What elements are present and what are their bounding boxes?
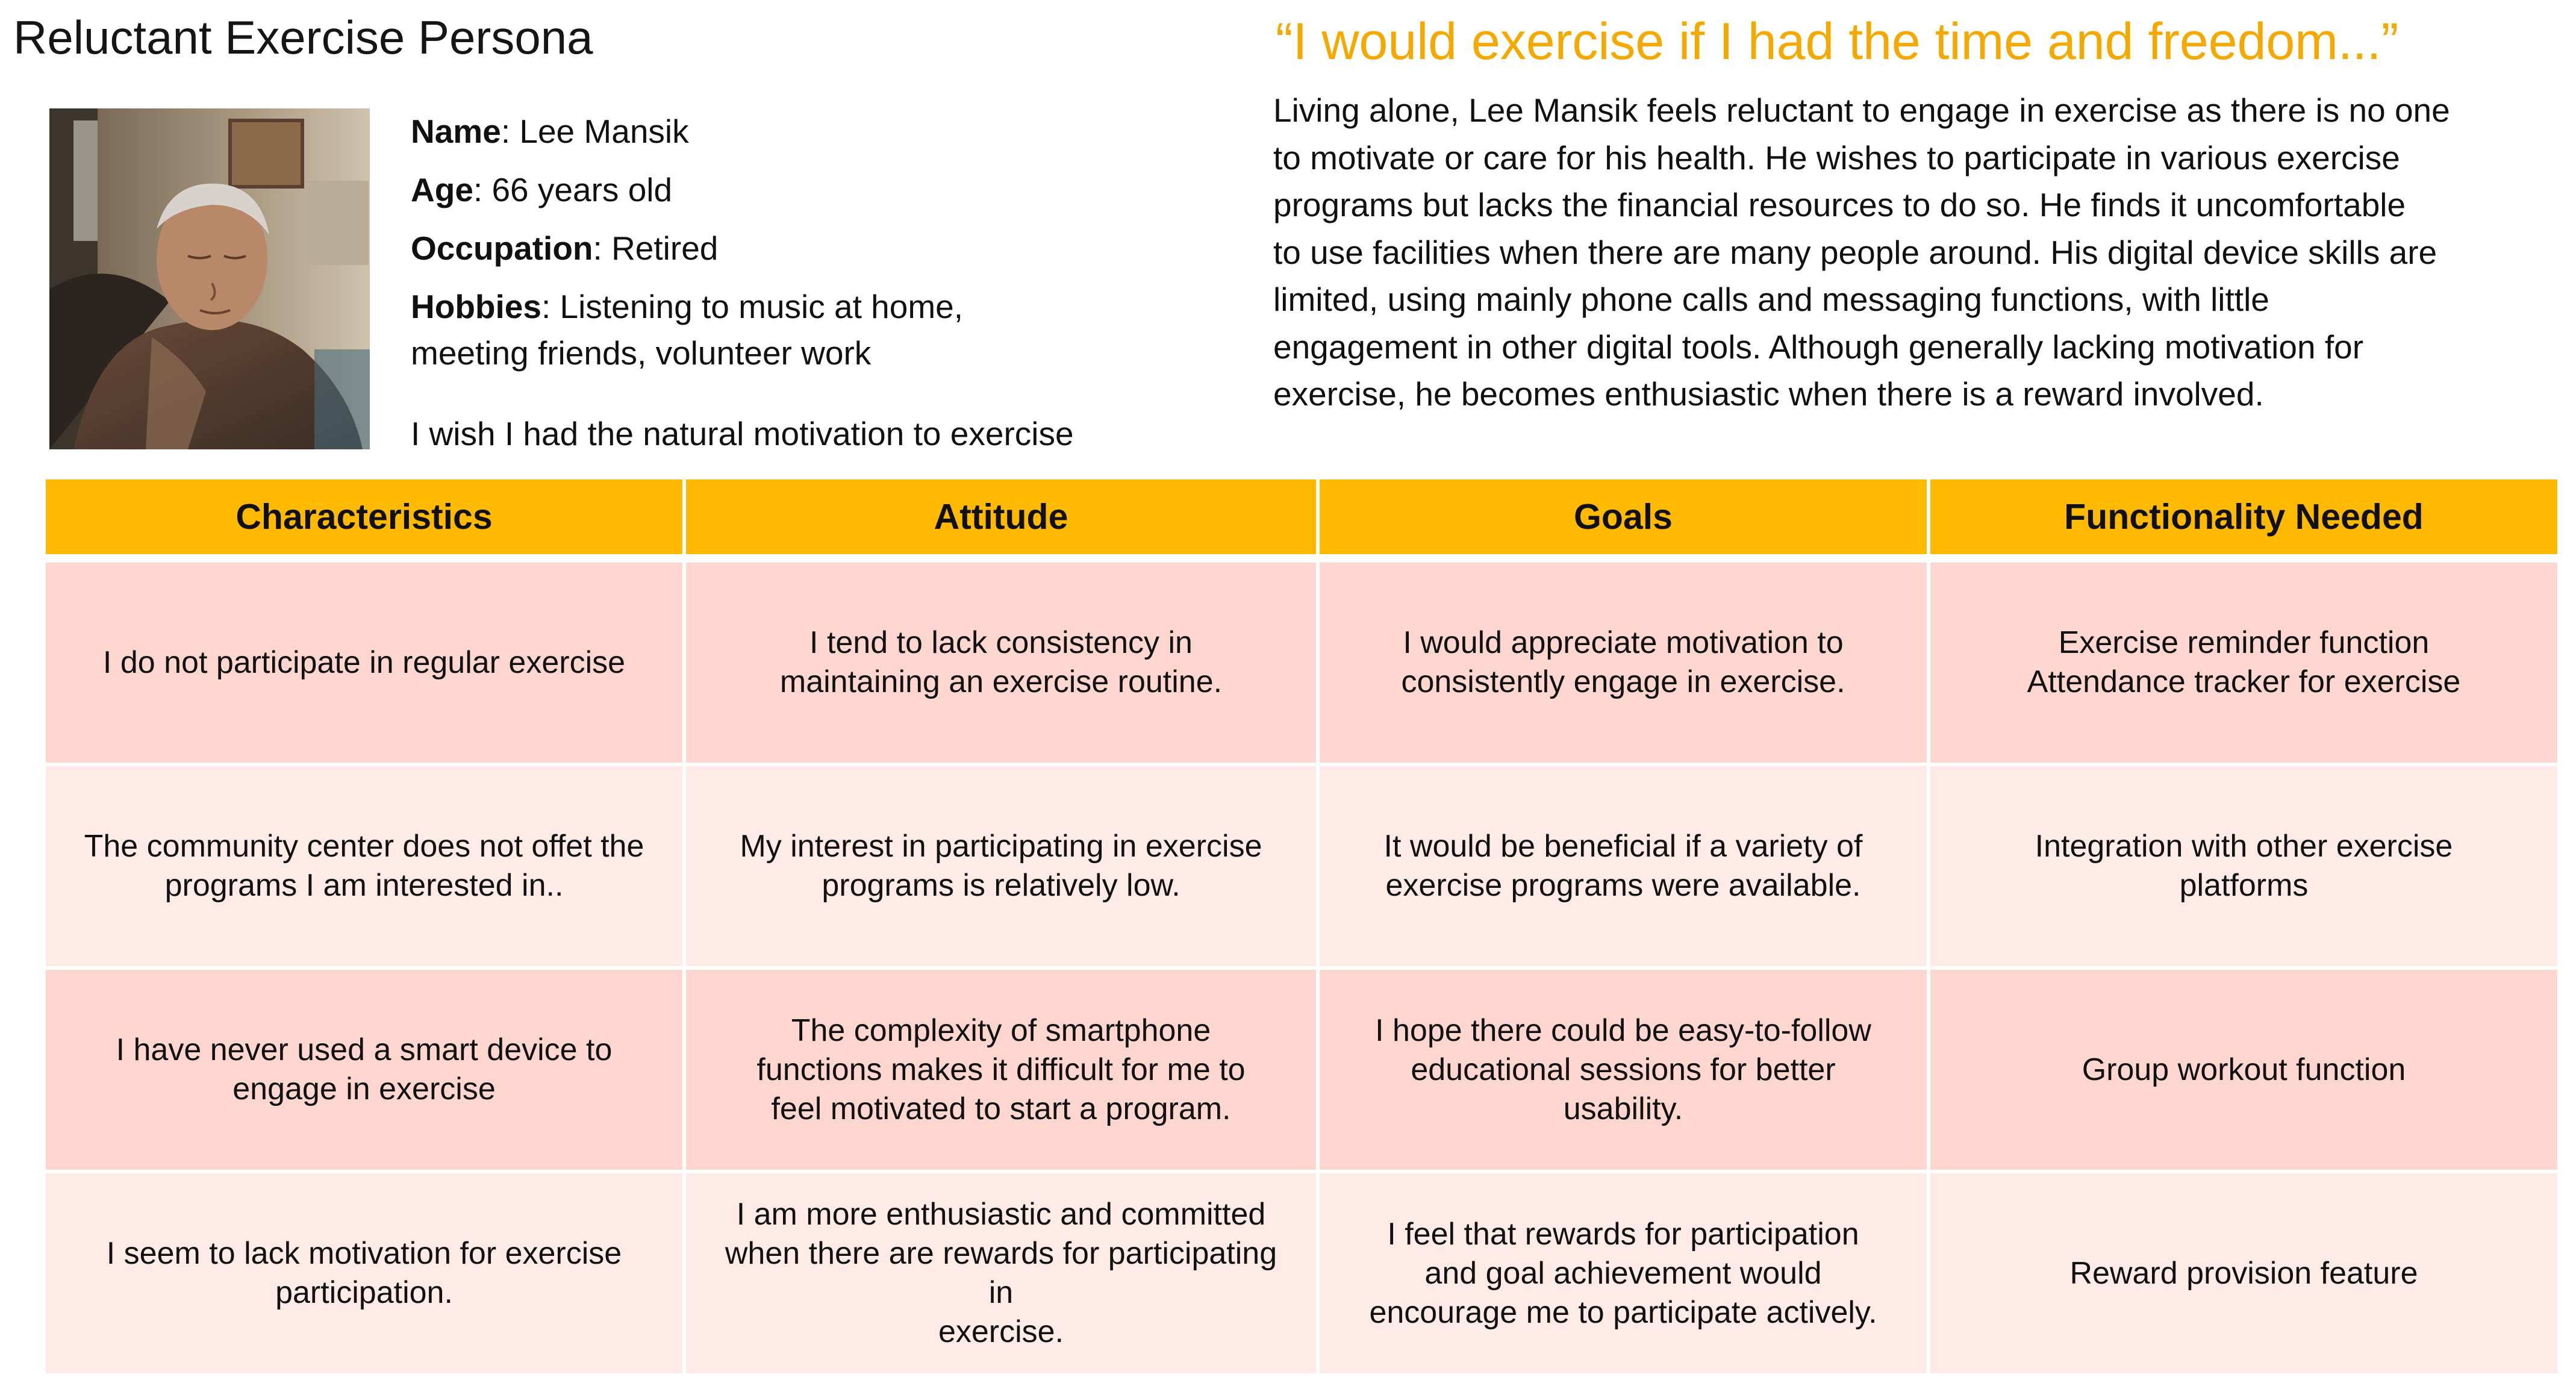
profile-age: Age: 66 years old: [411, 171, 673, 208]
persona-wish: I wish I had the natural motivation to exercise: [411, 415, 1074, 452]
table-cell: I hope there could be easy-to-follow educational sessions for better usability.: [1320, 970, 1930, 1173]
table-cell: The community center does not offet the programs I am interested in..: [46, 766, 686, 970]
header-characteristics: Characteristics: [46, 479, 686, 563]
table-cell: Integration with other exercise platforms: [1930, 766, 2561, 970]
profile-info: [411, 108, 1134, 376]
header-functionality: Functionality Needed: [1930, 479, 2561, 563]
description-line: to motivate or care for his health. He wishes to participate in various exercise: [1273, 139, 2400, 176]
table-cell: I would appreciate motivation to consistently engage in exercise.: [1320, 563, 1930, 766]
table-cell: I am more enthusiastic and committed when there are rewards for participating in exercise.: [686, 1173, 1320, 1377]
persona-description: [1273, 87, 2562, 418]
persona-photo: [49, 108, 370, 449]
table-cell: Group workout function: [1930, 970, 2561, 1173]
persona-quote: “I would exercise if I had the time and freedom...”: [1276, 13, 2399, 70]
header-attitude: Attitude: [686, 479, 1320, 563]
description-line: to use facilities when there are many people around. His digital device skills are: [1273, 233, 2437, 271]
table-cell: My interest in participating in exercise programs is relatively low.: [686, 766, 1320, 970]
table-cell: It would be beneficial if a variety of exercise programs were available.: [1320, 766, 1930, 970]
page-title: Reluctant Exercise Persona: [13, 11, 593, 64]
table-cell: I do not participate in regular exercise: [46, 563, 686, 766]
persona-table: [46, 479, 2561, 1377]
table-cell: I seem to lack motivation for exercise participation.: [46, 1173, 686, 1377]
description-line: limited, using mainly phone calls and messaging functions, with little: [1273, 281, 2269, 318]
header-goals: Goals: [1320, 479, 1930, 563]
description-line: Living alone, Lee Mansik feels reluctant to engage in exercise as there is no one: [1273, 92, 2450, 129]
table-cell: The complexity of smartphone functions makes it difficult for me to feel motivated to start a program.: [686, 970, 1320, 1173]
table-cell: Reward provision feature: [1930, 1173, 2561, 1377]
table-cell: I feel that rewards for participation and goal achievement would encourage me to participate actively.: [1320, 1173, 1930, 1377]
description-line: programs but lacks the financial resources to do so. He finds it uncomfortable: [1273, 186, 2406, 223]
table-cell: I tend to lack consistency in maintaining an exercise routine.: [686, 563, 1320, 766]
table-cell: I have never used a smart device to engage in exercise: [46, 970, 686, 1173]
description-line: exercise, he becomes enthusiastic when there is a reward involved.: [1273, 375, 2264, 413]
profile-name: Name: Lee Mansik: [411, 113, 689, 150]
profile-hobbies: Hobbies: Listening to music at home, meeting friends, volunteer work: [411, 288, 964, 372]
table-cell: Exercise reminder function Attendance tracker for exercise: [1930, 563, 2561, 766]
profile-occupation: Occupation: Retired: [411, 229, 719, 267]
description-line: engagement in other digital tools. Although generally lacking motivation for: [1273, 328, 2364, 366]
